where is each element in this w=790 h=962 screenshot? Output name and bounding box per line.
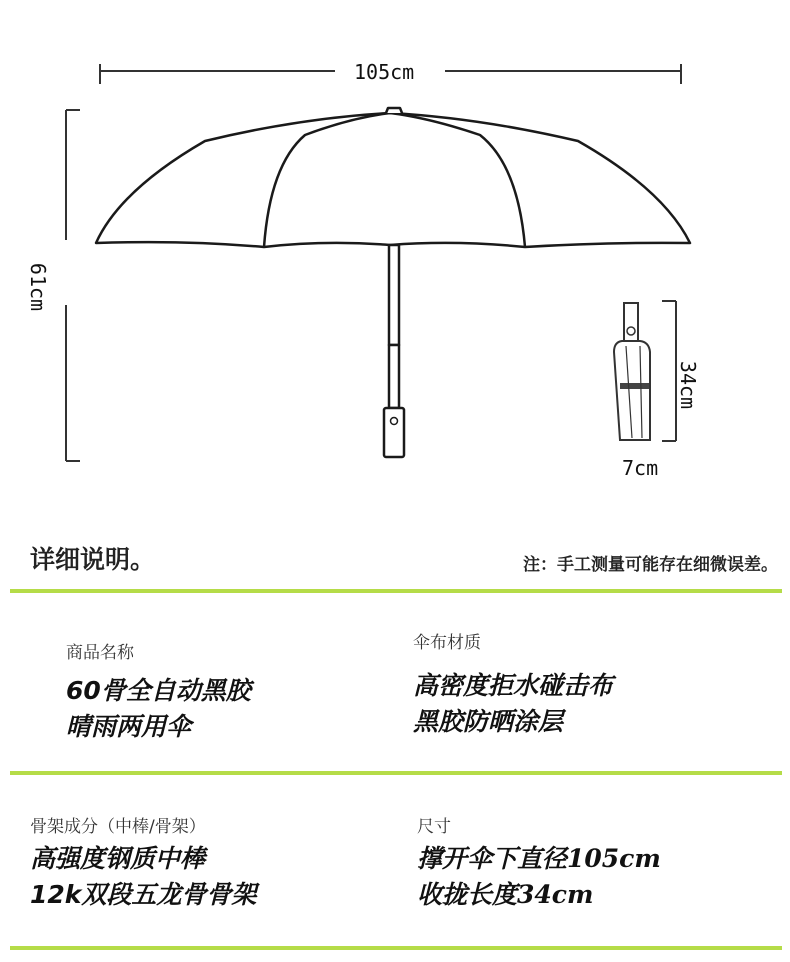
fabric-value (413, 668, 613, 740)
size-line-1: 撑开伞下直径105cm (417, 844, 661, 873)
height-label: 61cm (26, 262, 51, 312)
height-dimension-line (66, 110, 80, 461)
frame-line-2: 12k双段五龙骨骨架 (30, 880, 257, 909)
size-line-2: 收拢长度34cm (417, 880, 594, 909)
frame-label: 骨架成分（中棒/骨架） (30, 817, 206, 837)
section-title: 详细说明。 (30, 545, 156, 574)
divider-middle (10, 771, 782, 775)
fabric-line-2: 黑胶防晒涂层 (413, 707, 564, 736)
folded-length-label: 34cm (676, 360, 701, 410)
folded-width-label: 7cm (622, 456, 659, 480)
folded-length-dimension-line (662, 301, 676, 441)
product-name-line-2: 晴雨两用伞 (66, 712, 192, 741)
divider-bottom (10, 946, 782, 950)
product-name-value (66, 673, 251, 745)
divider-top (10, 589, 782, 593)
frame-value (30, 841, 256, 913)
frame-line-1: 高强度钢质中棒 (30, 844, 206, 873)
product-name-label: 商品名称 (66, 643, 134, 663)
open-umbrella-icon (96, 108, 690, 457)
fabric-line-1: 高密度拒水碰击布 (413, 671, 614, 700)
size-value (417, 841, 661, 913)
size-label: 尺寸 (417, 817, 451, 837)
width-label: 105cm (354, 60, 415, 84)
fabric-label: 伞布材质 (413, 633, 481, 653)
measurement-note: 注：手工测量可能存在细微误差。 (523, 555, 778, 575)
product-name-line-1: 60骨全自动黑胶 (66, 676, 251, 705)
folded-umbrella-icon (614, 303, 650, 440)
